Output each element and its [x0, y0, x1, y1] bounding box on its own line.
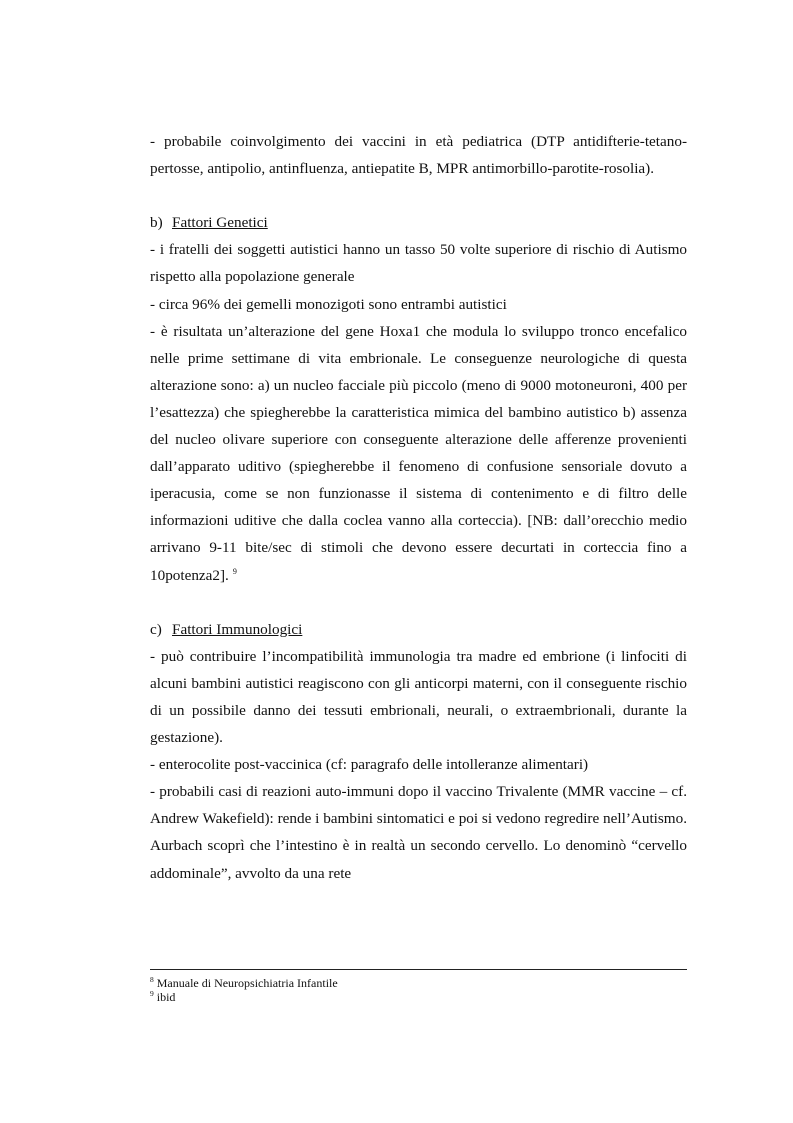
heading-title: Fattori Genetici: [172, 214, 268, 232]
paragraph-incompatibilita: - può contribuire l’incompatibilità immunologia tra madre ed embrione (i linfociti di alcuni bambini autistici reagiscono con gli anticorpi materni, con il conseguente rischio di un possibile danno dei tessuti embrionali, neurali, o extraembrionali, durante la gestazione).: [150, 647, 687, 747]
paragraph-enterocolite: - enterocolite post-vaccinica (cf: paragrafo delle intolleranze alimentari): [150, 756, 589, 774]
paragraph-hoxa: [150, 318, 687, 589]
heading-fattori-genetici: [150, 209, 687, 236]
footnote-number: 8: [150, 975, 154, 984]
heading-marker: b): [150, 214, 163, 232]
footnotes: [150, 976, 687, 1004]
footnote-text: Manuale di Neuropsichiatria Infantile: [156, 976, 338, 990]
page-body: [150, 128, 687, 887]
heading-title: Fattori Immunologici: [172, 620, 303, 638]
paragraph-reazioni: - probabili casi di reazioni auto-immuni dopo il vaccino Trivalente (MMR vaccine – cf. Andrew Wakefield): rende i bambini sintomatici e poi si vedono regredire nell’Autismo. Aurbach scoprì che l’intestino è in realtà un secondo cervello. Lo denominò “cervello addominale”, avvolto da una rete: [150, 783, 687, 882]
footnote-separator: [150, 969, 687, 970]
heading-fattori-immunologici: [150, 616, 687, 643]
footnote-number: 9: [150, 989, 154, 998]
footnote-item: [150, 976, 687, 990]
footnote-text: ibid: [156, 990, 176, 1004]
footnote-reference: 9: [232, 566, 237, 576]
footnote-item: [150, 990, 687, 1004]
paragraph-fratelli: - i fratelli dei soggetti autistici hanno un tasso 50 volte superiore di rischio di Autismo rispetto alla popolazione generale: [150, 241, 687, 286]
paragraph-gemelli: - circa 96% dei gemelli monozigoti sono entrambi autistici: [150, 295, 507, 313]
spacer: [150, 182, 687, 209]
spacer: [150, 589, 687, 616]
paragraph-hoxa-text: - è risultata un’alterazione del gene Hoxa1 che modula lo sviluppo tronco encefalico nelle prime settimane di vita embrionale. Le conseguenze neurologiche di questa alterazione sono: a) un nucleo facciale più piccolo (meno di 9000 motoneuroni, 400 per l’esattezza) che spiegherebbe la caratteristica mimica del bambino autistico b) assenza del nucleo olivare superiore con conseguente alterazione delle afferenze provenienti dall’apparato uditivo (spiegherebbe il fenomeno di confusione sensoriale dovuto a iperacusia, come se non funzionasse il sistema di contenimento e di filtro delle informazioni uditive che dalla coclea vanno alla corteccia). [NB: dall’orecchio medio arrivano 9-11 bite/sec di stimoli che devono essere decurtati in corteccia fino a 10potenza2].: [150, 322, 687, 584]
paragraph-vaccini: - probabile coinvolgimento dei vaccini in età pediatrica (DTP antidifterie-tetano-pertosse, antipolio, antinfluenza, antiepatite B, MPR antimorbillo-parotite-rosolia).: [150, 133, 687, 178]
heading-marker: c): [150, 620, 162, 638]
